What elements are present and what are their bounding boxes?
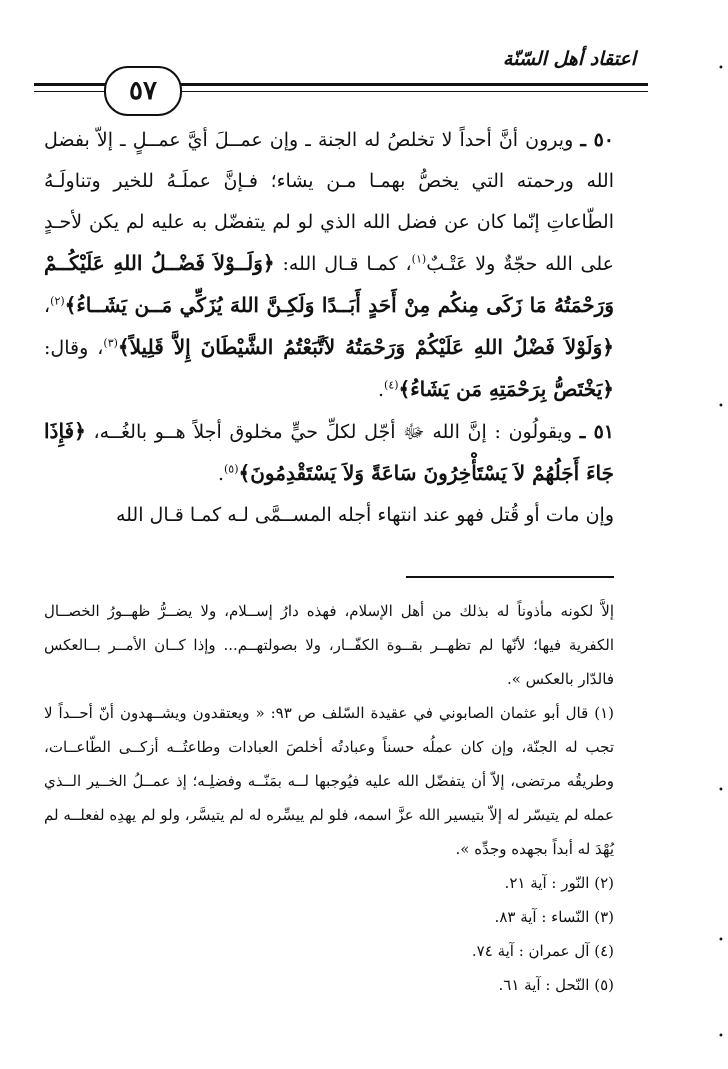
paragraph-50-text-b: ، كمـا قـال الله: <box>282 253 412 275</box>
margin-mark: • <box>718 63 724 74</box>
footnote-separator <box>406 576 614 578</box>
margin-mark: • <box>718 935 724 946</box>
margin-mark: • <box>718 785 724 796</box>
paragraph-50-text-d: ، وقال: <box>44 337 104 359</box>
footnote-1: (١) قال أبو عثمان الصابوني في عقيدة السّلف ص ٩٣: « ويعتقدون ويشــهدون أنّ أحــداً لا تجب له الجنّة، وإن كان عملُه حسناً وعبادتُه أخلصَ العبادات وطاعتُــه أزكــى الطّاعــات، وطريقُه مرتضى، إلاّ أن يتفضّل الله عليه فيُوجبها لــه بمَنّــه وفضلِـه؛ إذ عمــلُ الخــير الــذي عمله لم يتيسّر له إلاّ بتيسير الله عزَّ اسمه، فلو لم ييسِّره له لم يتيسَّر، ولو لم يهدِه لفعلــه لم يُهْدَ له أبداً بجهده وجدِّه ». <box>44 704 614 858</box>
quran-verse-2: ﴿وَلَوْلاَ فَضْلُ اللهِ عَلَيْكُمْ وَرَحْمَتُهُ لاَتَّبَعْتُمُ الشَّيْطَانَ إِلاَّ قَلِيلاً﴾ <box>117 335 614 359</box>
paragraph-50-text-c: ، <box>44 295 51 317</box>
quran-verse-3: ﴿يَخْتَصُّ بِرَحْمَتِهِ مَن يَشَاءُ﴾ <box>398 377 614 401</box>
page-number-badge: ٥٧ <box>104 66 182 116</box>
footnote-continuation: إلاَّ لكونه مأذوناً له بذلك من أهل الإسلام، فهذه دارُ إســلام، ولا يضــرُّ ظهــورُ الخصــال الكفرية فيها؛ لأنّها لم تظهــر بقــوة الكفّــار، ولا بصولتهــم... وإذا كــان الأمــر بــالعكس فالدّار بالعكس ». <box>44 602 614 688</box>
main-text <box>44 120 614 536</box>
margin-mark: • <box>718 1031 724 1042</box>
footnotes <box>44 594 614 1002</box>
footnote-4: (٤) آل عمران : آية ٧٤. <box>471 942 614 960</box>
quran-verse-4: ﴿فَإِذَا جَاءَ أَجَلُهُمْ لاَ يَسْتَأْخِرُونَ سَاعَةً وَلاَ يَسْتَقْدِمُونَ﴾ <box>44 419 614 485</box>
paragraph-number-51: ٥١ ـ <box>579 421 614 443</box>
footnote-ref-1: (١) <box>411 252 427 266</box>
footnote-ref-5: (٥) <box>224 462 239 476</box>
paragraph-51-text-a: ويقولُون : إنَّ الله ﷻ أجّل لكلِّ حيٍّ مخلوق أجلاً هــو بالغُــه، <box>93 421 573 443</box>
footnote-ref-4: (٤) <box>384 378 399 392</box>
paragraph-50-text-e: . <box>377 379 385 401</box>
paragraph-50-text-a: ويرون أنَّ أحداً لا تخلصُ له الجنة ـ وإن عمــلَ أيَّ عمــلٍ ـ إلاّ بفضل الله ورحمته التي يخصُّ بهمـا مـن يشاء؛ فـإنَّ عملَـهُ للخير وتناولَـهُ الطّاعاتِ إنّما كان عن فضل الله الذي لو لم يتفضّل به عليه لم يكن لأحـدٍ على الله حجّةٌ ولا عَتْـبٌ <box>44 129 615 275</box>
paragraph-number-50: ٥٠ ـ <box>580 129 614 151</box>
footnote-ref-2: (٢) <box>50 294 65 308</box>
margin-mark: • <box>718 401 724 412</box>
paragraph-50 <box>44 120 614 411</box>
paragraph-51 <box>44 411 614 495</box>
quran-verse-1: ﴿وَلَــوْلاَ فَضْــلُ اللهِ عَلَيْكُــمْ وَرَحْمَتُهُ مَا زَكَى مِنكُم مِنْ أَحَدٍ أَبَــدًا وَلَكِـنَّ اللهَ يُزَكِّي مَــن يَشَــاءُ﴾ <box>44 251 614 317</box>
footnote-ref-3: (٣) <box>103 336 118 350</box>
footnote-3: (٣) النّساء : آية ٨٣. <box>494 908 614 926</box>
footnote-5: (٥) النّحل : آية ٦١. <box>498 976 614 994</box>
running-title: اعتقاد أهل السّنّة <box>502 48 636 70</box>
footnote-2: (٢) النّور : آية ٢١. <box>504 874 614 892</box>
paragraph-51-text-b: . <box>217 463 224 485</box>
paragraph-52: وإن مات أو قُتل فهو عند انتهاء أجله المســمَّى لـه كمـا قـال الله <box>115 504 614 526</box>
